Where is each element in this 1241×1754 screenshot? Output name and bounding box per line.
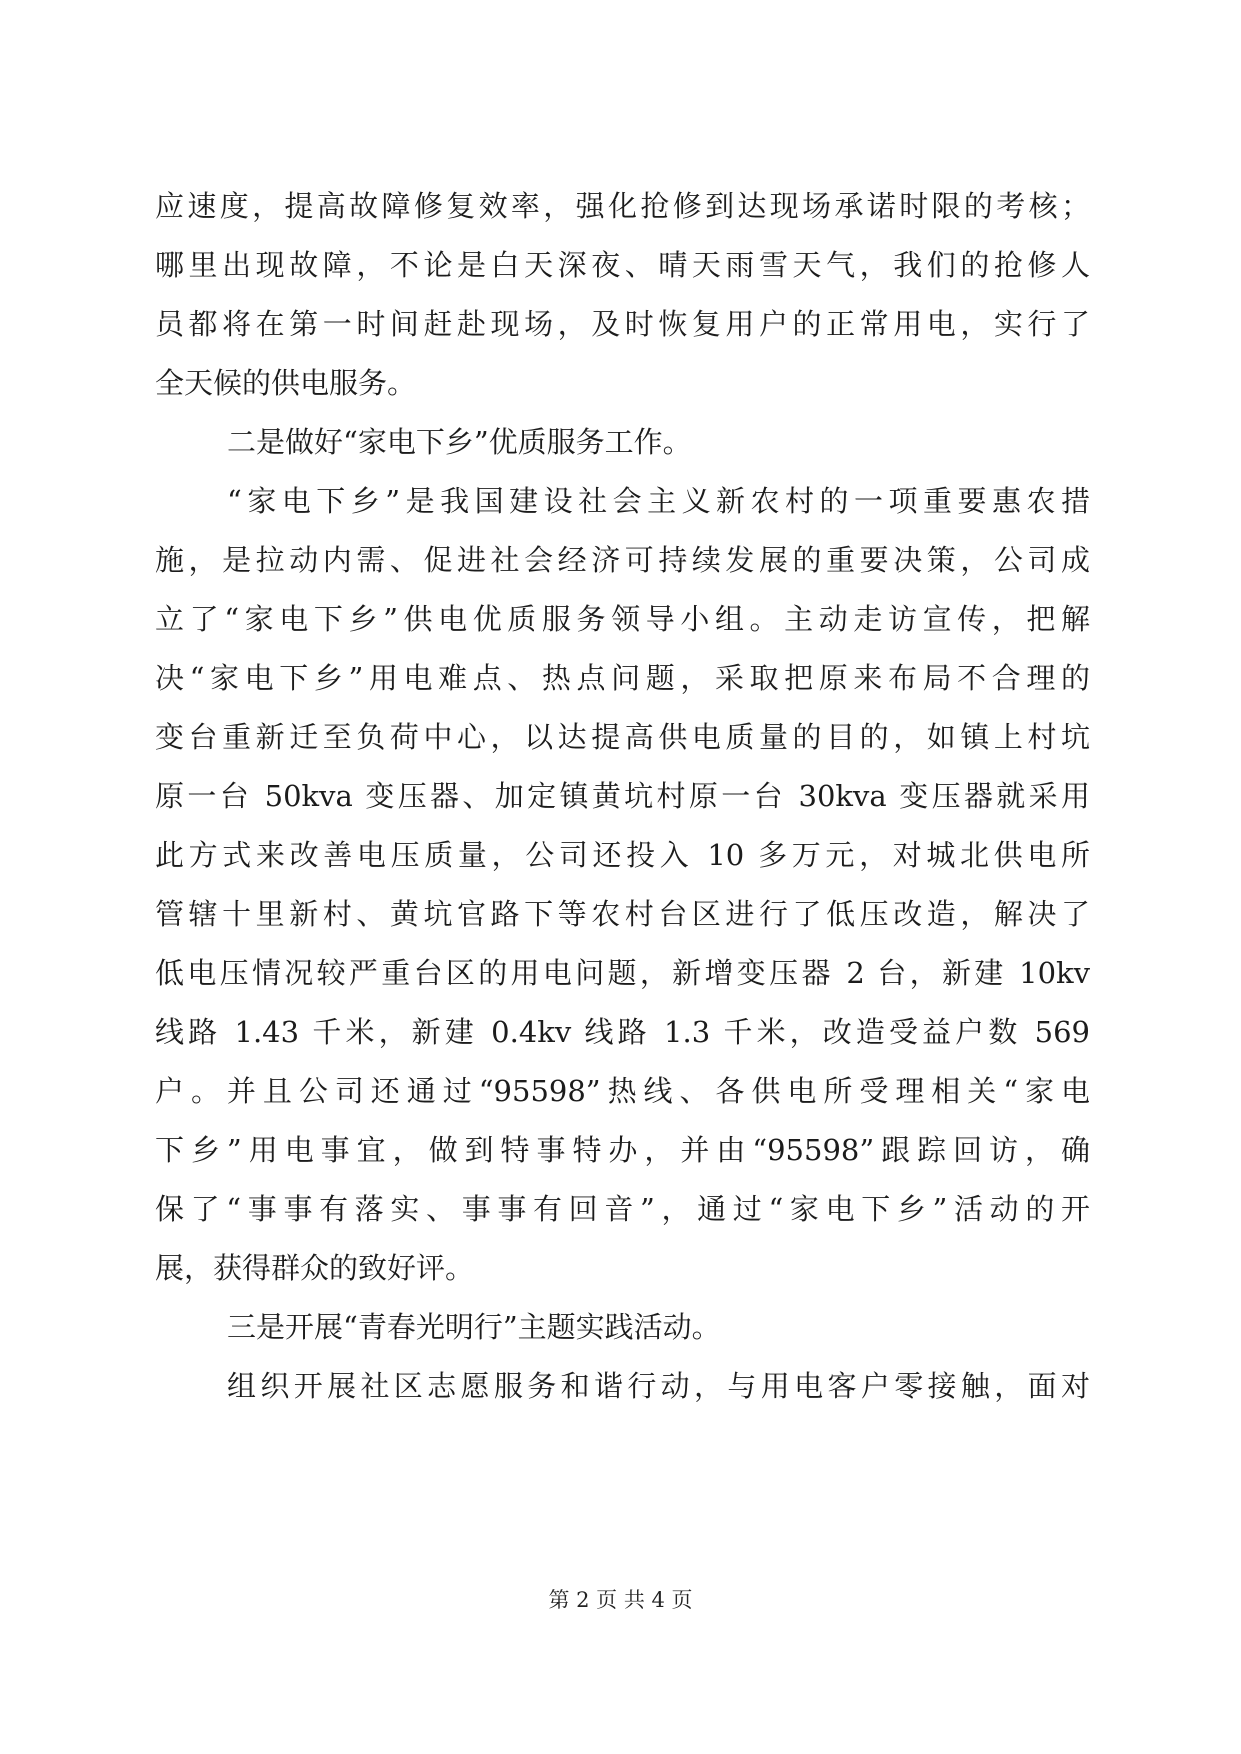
- text-line: 施，是拉动内需、促进社会经济可持续发展的重要决策，公司成: [155, 543, 1090, 577]
- page-number-footer: 第 2 页 共 4 页: [548, 1588, 693, 1612]
- text-line: 应速度，提高故障修复效率，强化抢修到达现场承诺时限的考核；: [155, 189, 1090, 223]
- text-line: 下乡”用电事宜，做到特事特办，并由“95598”跟踪回访，确: [155, 1133, 1090, 1167]
- text-line: 户。并且公司还通过“95598”热线、各供电所受理相关“家电: [155, 1074, 1090, 1108]
- section-heading: 二是做好“家电下乡”优质服务工作。: [227, 425, 692, 459]
- text-line: 保了“事事有落实、事事有回音”，通过“家电下乡”活动的开: [155, 1192, 1090, 1226]
- text-line: “家电下乡”是我国建设社会主义新农村的一项重要惠农措: [227, 484, 1090, 518]
- text-line: 原一台 50kva 变压器、加定镇黄坑村原一台 30kva 变压器就采用: [155, 779, 1090, 813]
- text-line: 哪里出现故障，不论是白天深夜、晴天雨雪天气，我们的抢修人: [155, 248, 1090, 282]
- text-line: 低电压情况较严重台区的用电问题，新增变压器 2 台，新建 10kv: [155, 956, 1090, 990]
- text-line: 线路 1.43 千米，新建 0.4kv 线路 1.3 千米，改造受益户数 569: [155, 1015, 1090, 1049]
- text-line: 展，获得群众的致好评。: [155, 1251, 475, 1285]
- text-line: 立了“家电下乡”供电优质服务领导小组。主动走访宣传，把解: [155, 602, 1090, 636]
- text-line: 此方式来改善电压质量，公司还投入 10 多万元，对城北供电所: [155, 838, 1090, 872]
- text-line: 全天候的供电服务。: [155, 366, 417, 400]
- text-line: 组织开展社区志愿服务和谐行动，与用电客户零接触，面对: [227, 1369, 1090, 1403]
- text-line: 管辖十里新村、黄坑官路下等农村台区进行了低压改造，解决了: [155, 897, 1090, 931]
- text-line: 员都将在第一时间赶赴现场，及时恢复用户的正常用电，实行了: [155, 307, 1090, 341]
- text-line: 决“家电下乡”用电难点、热点问题，采取把原来布局不合理的: [155, 661, 1090, 695]
- section-heading: 三是开展“青春光明行”主题实践活动。: [227, 1310, 721, 1344]
- text-line: 变台重新迁至负荷中心，以达提高供电质量的目的，如镇上村坑: [155, 720, 1090, 754]
